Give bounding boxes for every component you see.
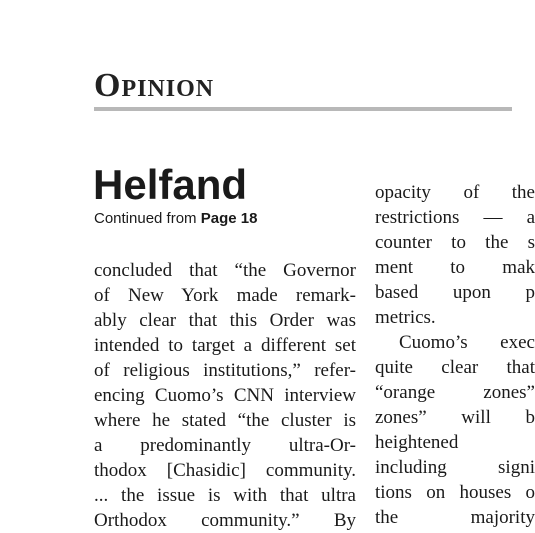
- text-line: ment to mak: [375, 257, 535, 278]
- text-line: of religious institutions,” refer-: [94, 360, 356, 381]
- text-line: counter to the s: [375, 232, 535, 253]
- text-line: of New York made remark-: [94, 285, 356, 306]
- text-line: based upon p: [375, 282, 535, 303]
- text-line: zones” will b: [375, 407, 535, 428]
- article-headline: Helfand: [93, 161, 248, 208]
- text-line: intended to target a different set: [94, 335, 356, 356]
- text-line: opacity of the: [375, 182, 535, 203]
- section-divider: [94, 107, 512, 111]
- continued-prefix: Continued from: [94, 210, 201, 227]
- text-line: encing Cuomo’s CNN interview: [94, 385, 356, 406]
- text-line: ably clear that this Order was: [94, 310, 356, 331]
- text-line: including signi: [375, 457, 535, 478]
- text-line: thodox [Chasidic] community.: [94, 460, 356, 481]
- text-line: the majority: [375, 507, 535, 528]
- article-column-left: [94, 258, 356, 533]
- section-title: Opinion: [94, 67, 215, 104]
- continued-from-line: [94, 209, 257, 229]
- text-line: Orthodox community.” By: [94, 510, 356, 531]
- text-line: concluded that “the Governor: [94, 260, 356, 281]
- text-line: Cuomo’s exec: [399, 332, 535, 353]
- text-line: restrictions — a: [375, 207, 535, 228]
- text-line: heightened: [375, 432, 459, 453]
- text-line: tions on houses o: [375, 482, 535, 503]
- text-line: metrics.: [375, 307, 436, 328]
- text-line: a predominantly ultra-Or-: [94, 435, 356, 456]
- article-column-right: [375, 180, 535, 530]
- text-line: where he stated “the cluster is: [94, 410, 356, 431]
- text-line: quite clear that: [375, 357, 535, 378]
- text-line: “orange zones”: [375, 382, 535, 403]
- text-line: ... the issue is with that ultra: [94, 485, 356, 506]
- continued-page-ref: Page 18: [200, 210, 258, 227]
